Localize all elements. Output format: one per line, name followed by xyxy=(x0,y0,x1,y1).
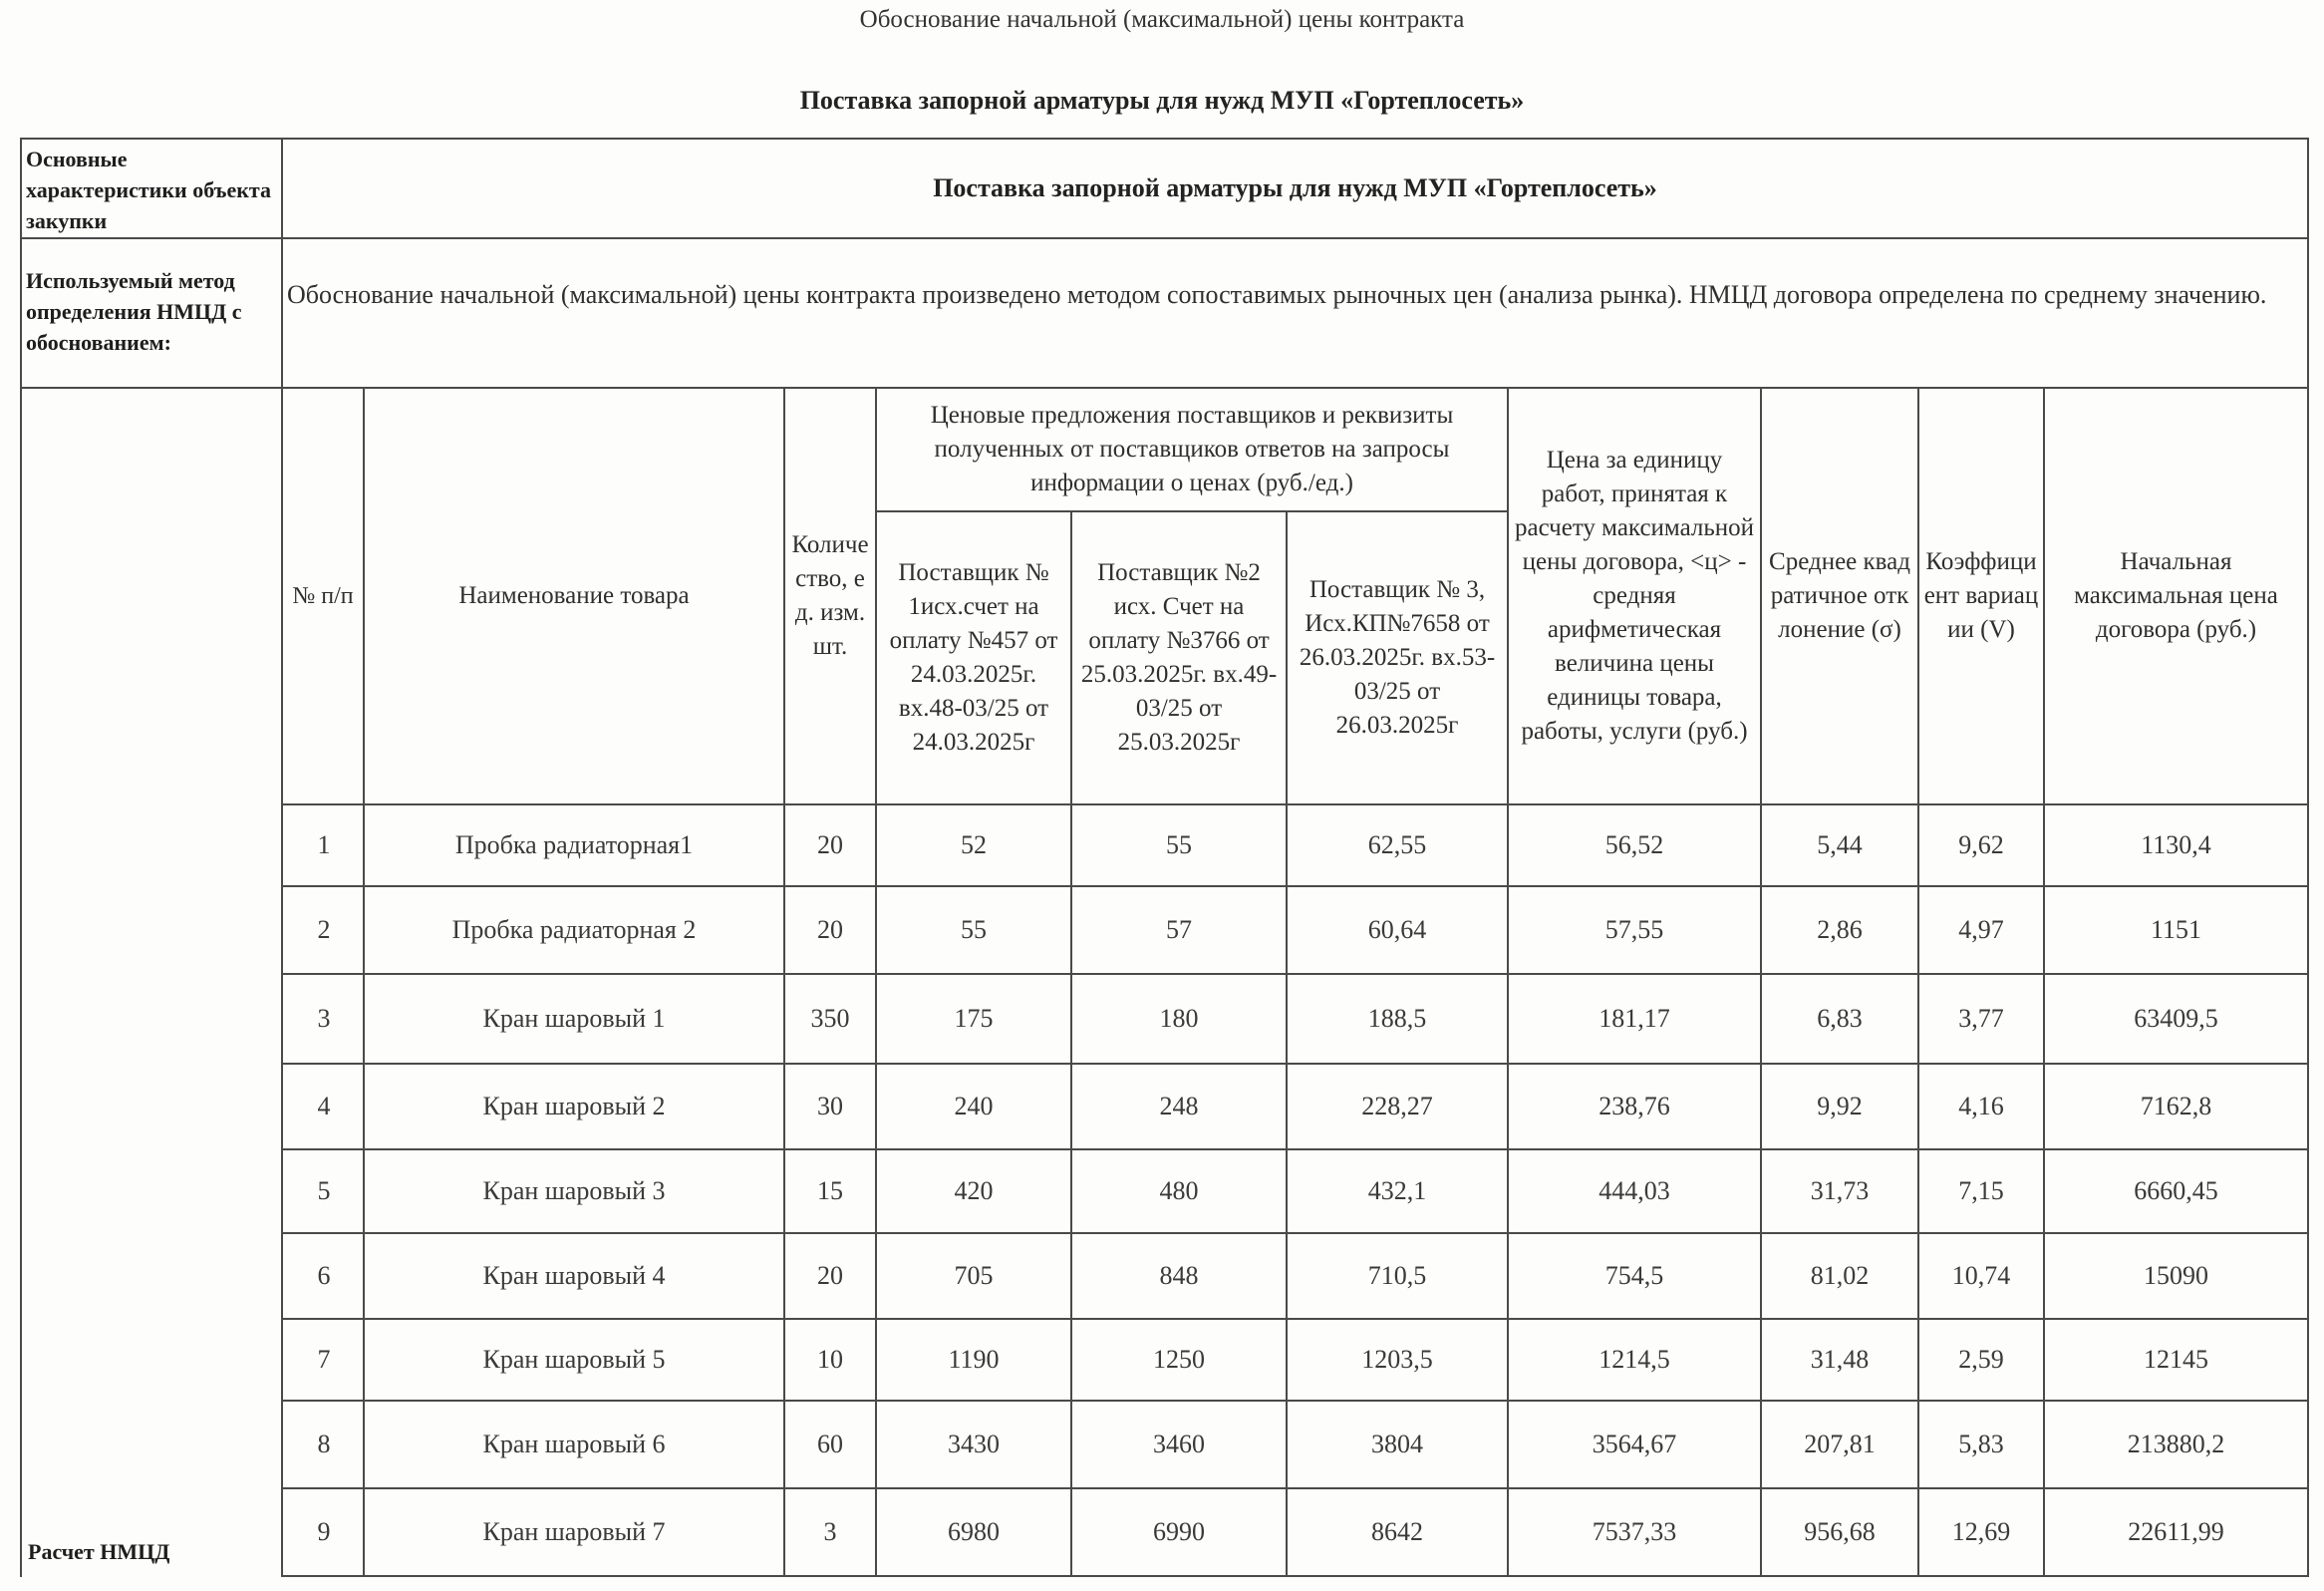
cell-num: 8 xyxy=(317,1430,331,1458)
cell-s1: 52 xyxy=(961,830,987,859)
cell-s1: 1190 xyxy=(948,1345,1000,1374)
cell-num: 1 xyxy=(317,830,331,859)
cell-coef: 3,77 xyxy=(1958,1004,2004,1033)
document-subtitle: Поставка запорной арматуры для нужд МУП «Гортеплосеть» xyxy=(799,86,1525,115)
cell-coef: 9,62 xyxy=(1958,830,2004,859)
cell-total: 63409,5 xyxy=(2134,1004,2218,1033)
cell-s3: 432,1 xyxy=(1367,1176,1427,1205)
cell-qty: 30 xyxy=(817,1092,843,1120)
cell-num: 5 xyxy=(317,1176,331,1205)
cell-avg: 56,52 xyxy=(1604,830,1664,859)
cell-std: 6,83 xyxy=(1817,1004,1863,1033)
cell-avg: 444,03 xyxy=(1598,1176,1670,1205)
object-value: Поставка запорной арматуры для нужд МУП «Гортеплосеть» xyxy=(933,173,1657,202)
calc-label: Расчет НМЦД xyxy=(28,1539,170,1564)
cell-num: 2 xyxy=(317,915,331,944)
header-std: Среднее квадратичное отклонение (σ) xyxy=(1769,548,1910,643)
cell-s1: 240 xyxy=(954,1092,994,1120)
cell-qty: 60 xyxy=(817,1430,843,1458)
cell-qty: 3 xyxy=(823,1517,837,1546)
cell-s3: 228,27 xyxy=(1361,1092,1433,1120)
cell-s2: 480 xyxy=(1159,1176,1199,1205)
cell-s1: 175 xyxy=(954,1004,994,1033)
cell-avg: 238,76 xyxy=(1598,1092,1670,1120)
cell-avg: 7537,33 xyxy=(1592,1517,1677,1546)
cell-s3: 1203,5 xyxy=(1361,1345,1433,1374)
cell-coef: 10,74 xyxy=(1951,1261,2011,1290)
cell-name: Кран шаровый 5 xyxy=(482,1345,666,1374)
cell-qty: 20 xyxy=(817,830,843,859)
cell-avg: 181,17 xyxy=(1598,1004,1670,1033)
cell-std: 2,86 xyxy=(1817,915,1863,944)
cell-name: Кран шаровый 7 xyxy=(482,1517,666,1546)
cell-s2: 3460 xyxy=(1153,1430,1205,1458)
cell-qty: 15 xyxy=(817,1176,843,1205)
cell-name: Кран шаровый 6 xyxy=(482,1430,666,1458)
cell-total: 1151 xyxy=(2150,915,2202,944)
cell-avg: 1214,5 xyxy=(1598,1345,1670,1374)
cell-name: Пробка радиаторная1 xyxy=(454,830,694,859)
cell-num: 3 xyxy=(317,1004,331,1033)
header-supplier-2: Поставщик №2 исх. Счет на оплату №3766 от 25.03.2025г. вх.49-03/25 от 25.03.2025г xyxy=(1080,559,1278,756)
cell-s2: 1250 xyxy=(1153,1345,1205,1374)
cell-name: Кран шаровый 2 xyxy=(482,1092,666,1120)
cell-num: 7 xyxy=(317,1345,331,1374)
cell-coef: 12,69 xyxy=(1951,1517,2011,1546)
cell-s2: 248 xyxy=(1159,1092,1199,1120)
header-avg-price: Цена за единицу работ, принятая к расчету максимальной цены договора, <ц> - средняя арифметическая величина цены единицы товара, работы, услуги (руб.) xyxy=(1514,447,1755,745)
cell-total: 12145 xyxy=(2144,1345,2208,1374)
cell-name: Кран шаровый 3 xyxy=(482,1176,666,1205)
cell-coef: 5,83 xyxy=(1958,1430,2004,1458)
cell-std: 81,02 xyxy=(1810,1261,1870,1290)
cell-s1: 705 xyxy=(954,1261,994,1290)
cell-name: Кран шаровый 4 xyxy=(482,1261,666,1290)
method-description: Обоснование начальной (максимальной) цены контракта произведено методом сопоставимых рыночных цен (анализа рынка). НМЦД договора определена по среднему значению. xyxy=(287,280,2267,309)
header-supplier-3: Поставщик № 3, Исх.КП№7658 от 26.03.2025г. вх.53-03/25 от 26.03.2025г xyxy=(1299,576,1496,739)
cell-s3: 3804 xyxy=(1371,1430,1423,1458)
cell-s1: 3430 xyxy=(948,1430,1000,1458)
method-label: Используемый метод определения НМЦД с обоснованием: xyxy=(26,268,242,355)
cell-s1: 420 xyxy=(954,1176,994,1205)
cell-total: 7162,8 xyxy=(2140,1092,2212,1120)
document-title: Обоснование начальной (максимальной) цены контракта xyxy=(859,6,1465,33)
cell-qty: 350 xyxy=(810,1004,850,1033)
cell-s2: 57 xyxy=(1166,915,1192,944)
cell-s2: 55 xyxy=(1166,830,1192,859)
cell-std: 207,81 xyxy=(1804,1430,1876,1458)
cell-std: 5,44 xyxy=(1817,830,1863,859)
cell-total: 1130,4 xyxy=(2141,830,2211,859)
header-qty: Количество, ед. изм. шт. xyxy=(791,531,869,660)
cell-std: 31,73 xyxy=(1810,1176,1870,1205)
object-label: Основные характеристики объекта закупки xyxy=(26,147,271,233)
cell-std: 9,92 xyxy=(1817,1092,1863,1120)
cell-num: 9 xyxy=(317,1517,331,1546)
header-name: Наименование товара xyxy=(458,582,690,609)
cell-avg: 3564,67 xyxy=(1592,1430,1677,1458)
cell-s1: 6980 xyxy=(948,1517,1000,1546)
cell-s2: 6990 xyxy=(1153,1517,1205,1546)
cell-name: Кран шаровый 1 xyxy=(482,1004,666,1033)
cell-total: 22611,99 xyxy=(2128,1517,2224,1546)
cell-s3: 710,5 xyxy=(1367,1261,1427,1290)
cell-coef: 2,59 xyxy=(1958,1345,2004,1374)
cell-s3: 62,55 xyxy=(1367,830,1427,859)
cell-std: 956,68 xyxy=(1804,1517,1876,1546)
header-total: Начальная максимальная цена договора (руб.) xyxy=(2074,548,2278,643)
cell-coef: 4,16 xyxy=(1958,1092,2004,1120)
cell-total: 213880,2 xyxy=(2127,1430,2225,1458)
cell-s3: 60,64 xyxy=(1367,915,1427,944)
header-coef: Коэффициент вариации (V) xyxy=(1923,548,2039,643)
cell-qty: 20 xyxy=(817,915,843,944)
cell-total: 6660,45 xyxy=(2134,1176,2218,1205)
cell-s2: 848 xyxy=(1159,1261,1199,1290)
cell-num: 6 xyxy=(317,1261,331,1290)
header-num: № п/п xyxy=(292,583,354,609)
cell-qty: 20 xyxy=(817,1261,843,1290)
cell-name: Пробка радиаторная 2 xyxy=(451,915,697,944)
cell-avg: 754,5 xyxy=(1604,1261,1664,1290)
cell-s1: 55 xyxy=(961,915,987,944)
header-supplier-1: Поставщик № 1исх.счет на оплату №457 от 24.03.2025г. вх.48-03/25 от 24.03.2025г xyxy=(889,559,1058,756)
cell-s3: 8642 xyxy=(1371,1517,1423,1546)
cell-coef: 7,15 xyxy=(1958,1176,2004,1205)
cell-avg: 57,55 xyxy=(1604,915,1664,944)
cell-std: 31,48 xyxy=(1810,1345,1870,1374)
cell-total: 15090 xyxy=(2144,1261,2208,1290)
cell-coef: 4,97 xyxy=(1958,915,2004,944)
cell-s2: 180 xyxy=(1159,1004,1199,1033)
cell-num: 4 xyxy=(317,1092,331,1120)
cell-s3: 188,5 xyxy=(1367,1004,1427,1033)
cell-qty: 10 xyxy=(817,1345,843,1374)
header-offers-group: Ценовые предложения поставщиков и реквизиты полученных от поставщиков ответов на запросы информации о ценах (руб./ед.) xyxy=(930,402,1454,496)
